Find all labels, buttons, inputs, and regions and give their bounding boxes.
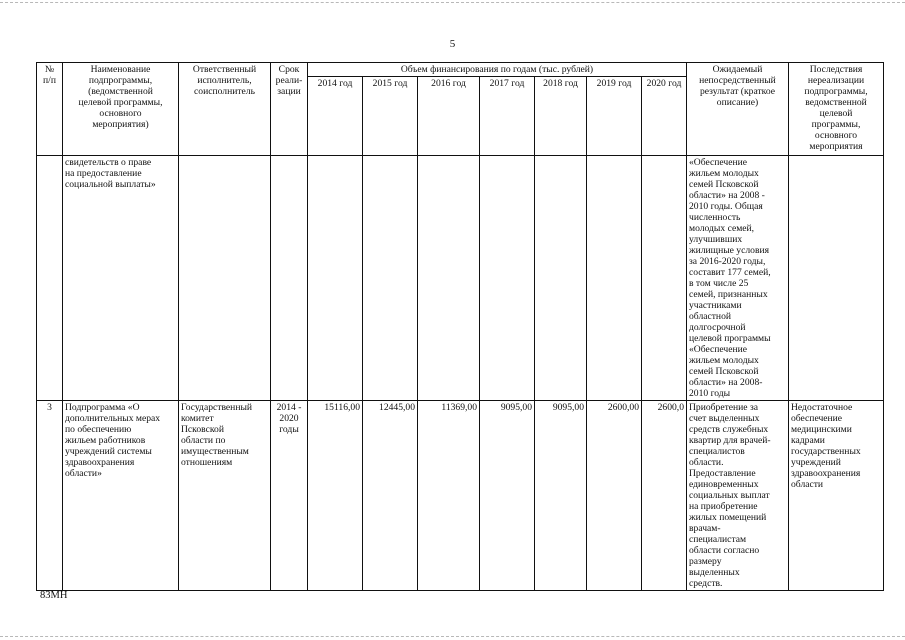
header-year: 2018 год — [535, 77, 587, 156]
cell-value: 9095,00 — [480, 401, 535, 591]
header-responsible: Ответственный исполнитель, соисполнитель — [179, 63, 271, 156]
cell-value: 9095,00 — [535, 401, 587, 591]
cell-name: Подпрограмма «О дополнительных мерах по обеспечению жильем работников учреждений системы здравоохранения области» — [63, 401, 179, 591]
table-row-continued — [37, 156, 884, 401]
cell-responsible: Государственный комитет Псковской области по имущественным отношениям — [179, 401, 271, 591]
header-consequences: Последствия нереализации подпрограммы, ведомственной целевой программы, основного мероприятия — [789, 63, 884, 156]
cell-name: свидетельств о праве на предоставление социальной выплаты» — [63, 156, 179, 401]
header-year: 2019 год — [587, 77, 642, 156]
cell-value: 15116,00 — [308, 401, 363, 591]
header-result: Ожидаемый непосредственный результат (краткое описание) — [687, 63, 789, 156]
header-funding-group: Объем финансирования по годам (тыс. рублей) — [308, 63, 687, 77]
cell-value — [587, 156, 642, 401]
header-row-1 — [37, 63, 884, 77]
scan-top-edge — [0, 2, 905, 4]
cell-value — [642, 156, 687, 401]
cell-responsible — [179, 156, 271, 401]
cell-value: 2600,0 — [642, 401, 687, 591]
cell-term — [271, 156, 308, 401]
header-year: 2014 год — [308, 77, 363, 156]
page-number: 5 — [449, 38, 456, 50]
cell-value — [418, 156, 480, 401]
cell-value: 11369,00 — [418, 401, 480, 591]
header-name: Наименование подпрограммы, (ведомственной целевой программы, основного мероприятия) — [63, 63, 179, 156]
cell-result: Приобретение за счет выделенных средств служебных квартир для врачей- специалистов области. Предоставление единовременных социальных выплат на приобретение жилых помещений врачам- специалистам области согласно размеру выделенных средств. — [687, 401, 789, 591]
cell-num — [37, 156, 63, 401]
header-year: 2016 год — [418, 77, 480, 156]
cell-result: «Обеспечение жильем молодых семей Псковской области» на 2008 - 2010 годы. Общая численность молодых семей, улучшивших жилищные условия за 2016-2020 годы, составит 177 семей, в том числе 25 семей, признанных участниками областной долгосрочной целевой программы «Обеспечение жильем молодых семей Псковской области» на 2008- 2010 годы — [687, 156, 789, 401]
cell-value: 12445,00 — [363, 401, 418, 591]
cell-value — [480, 156, 535, 401]
cell-term: 2014 - 2020 годы — [271, 401, 308, 591]
header-num: № п/п — [37, 63, 63, 156]
scan-bottom-edge — [0, 636, 905, 638]
header-year: 2017 год — [480, 77, 535, 156]
program-table — [36, 62, 884, 591]
cell-value — [363, 156, 418, 401]
header-year: 2020 год — [642, 77, 687, 156]
document-code: 83МН — [40, 590, 68, 601]
cell-num: 3 — [37, 401, 63, 591]
cell-value: 2600,00 — [587, 401, 642, 591]
header-term: Срок реали- зации — [271, 63, 308, 156]
header-year: 2015 год — [363, 77, 418, 156]
table-row-3 — [37, 401, 884, 591]
cell-value — [308, 156, 363, 401]
cell-consequences — [789, 156, 884, 401]
cell-consequences: Недостаточное обеспечение медицинскими кадрами государственных учреждений здравоохранения области — [789, 401, 884, 591]
cell-value — [535, 156, 587, 401]
